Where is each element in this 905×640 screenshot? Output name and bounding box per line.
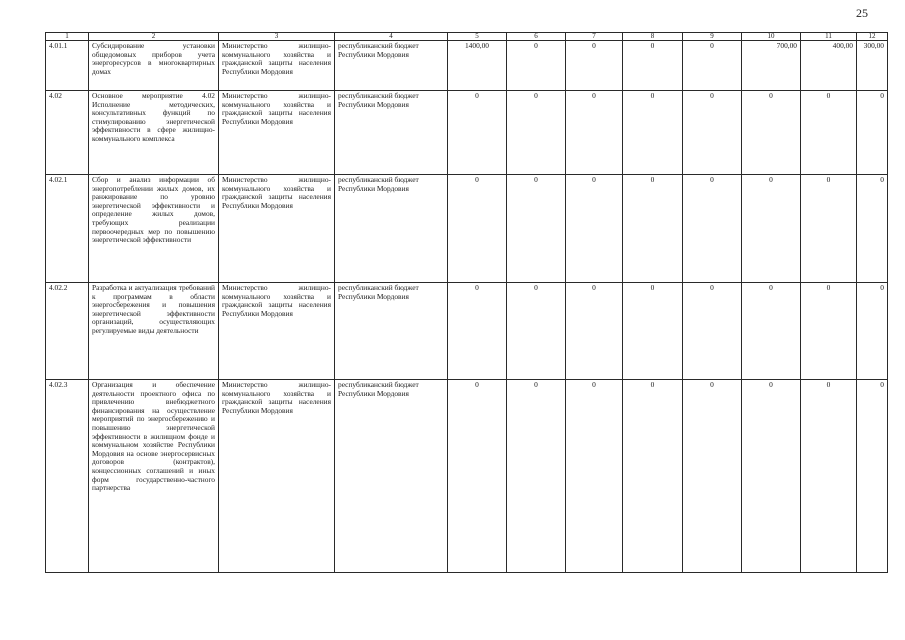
measure-number: 4.02.1 xyxy=(46,175,89,283)
amount-cell: 0 xyxy=(801,91,857,175)
amount-cell: 0 xyxy=(566,283,623,380)
amount-cell: 0 xyxy=(566,380,623,573)
amount-cell: 0 xyxy=(448,91,507,175)
amount-cell: 700,00 xyxy=(742,41,801,91)
column-number: 10 xyxy=(742,33,801,41)
amount-cell: 0 xyxy=(683,380,742,573)
amount-cell: 0 xyxy=(507,91,566,175)
amount-cell: 1400,00 xyxy=(448,41,507,91)
amount-cell: 0 xyxy=(742,380,801,573)
amount-cell: 0 xyxy=(857,283,888,380)
column-number: 5 xyxy=(448,33,507,41)
program-measures-table xyxy=(45,32,888,573)
table-row xyxy=(46,380,888,573)
amount-cell: 0 xyxy=(801,283,857,380)
amount-cell: 0 xyxy=(683,41,742,91)
table-row xyxy=(46,175,888,283)
column-number: 3 xyxy=(219,33,335,41)
funding-source: республиканский бюджет Республики Мордовия xyxy=(335,380,448,573)
amount-cell: 0 xyxy=(683,283,742,380)
measure-number: 4.02 xyxy=(46,91,89,175)
funding-source: республиканский бюджет Республики Мордовия xyxy=(335,91,448,175)
measure-name: Организация и обеспечение деятельности проектного офиса по привлечению внебюджетного финансирования на осуществление мероприятий по энергосбережению и повышению энергетической эффективности в жилищном фонде и коммунальном хозяйстве Республики Мордовия на основе энергосервисных договоров (контрактов), концессионных соглашений и иных форм государственно-частного партнерства xyxy=(89,380,219,573)
measure-number: 4.02.3 xyxy=(46,380,89,573)
column-number: 8 xyxy=(623,33,683,41)
amount-cell: 0 xyxy=(742,175,801,283)
measure-name: Разработка и актуализация требований к программам в области энергосбережения и повышения энергетической эффективности организаций, осуществляющих регулируемые виды деятельности xyxy=(89,283,219,380)
funding-source: республиканский бюджет Республики Мордовия xyxy=(335,175,448,283)
amount-cell: 0 xyxy=(683,175,742,283)
amount-cell: 0 xyxy=(857,380,888,573)
responsible-executor: Министерство жилищно-коммунального хозяйства и гражданской защиты населения Республики Мордовия xyxy=(219,283,335,380)
column-number: 6 xyxy=(507,33,566,41)
amount-cell: 0 xyxy=(448,380,507,573)
amount-cell: 0 xyxy=(623,175,683,283)
column-number: 2 xyxy=(89,33,219,41)
amount-cell: 0 xyxy=(448,175,507,283)
measure-number: 4.02.2 xyxy=(46,283,89,380)
amount-cell: 0 xyxy=(623,283,683,380)
table-row xyxy=(46,91,888,175)
responsible-executor: Министерство жилищно-коммунального хозяйства и гражданской защиты населения Республики Мордовия xyxy=(219,91,335,175)
funding-source: республиканский бюджет Республики Мордовия xyxy=(335,283,448,380)
amount-cell: 0 xyxy=(623,41,683,91)
column-number: 9 xyxy=(683,33,742,41)
table-row xyxy=(46,41,888,91)
amount-cell: 0 xyxy=(623,380,683,573)
amount-cell: 0 xyxy=(507,283,566,380)
amount-cell: 0 xyxy=(566,175,623,283)
amount-cell: 0 xyxy=(742,283,801,380)
amount-cell: 0 xyxy=(683,91,742,175)
responsible-executor: Министерство жилищно-коммунального хозяйства и гражданской защиты населения Республики Мордовия xyxy=(219,380,335,573)
column-number: 1 xyxy=(46,33,89,41)
measure-name: Субсидирование установки общедомовых приборов учета энергоресурсов в многоквартирных домах xyxy=(89,41,219,91)
amount-cell: 0 xyxy=(448,283,507,380)
amount-cell: 0 xyxy=(857,175,888,283)
amount-cell: 0 xyxy=(801,175,857,283)
amount-cell: 0 xyxy=(801,380,857,573)
column-number: 12 xyxy=(857,33,888,41)
table-row xyxy=(46,283,888,380)
measure-name: Основное мероприятие 4.02 Исполнение методических, консультативных функций по стимулированию энергетической эффективности в сфере жилищно-коммунального комплекса xyxy=(89,91,219,175)
page-number: 25 xyxy=(856,6,868,20)
amount-cell: 0 xyxy=(507,41,566,91)
column-number: 11 xyxy=(801,33,857,41)
measure-name: Сбор и анализ информации об энергопотреблении жилых домов, их ранжирование по уровню энергетической эффективности и определение жилых домов, требующих реализации первоочередных мер по повышению энергетической эффективности xyxy=(89,175,219,283)
responsible-executor: Министерство жилищно-коммунального хозяйства и гражданской защиты населения Республики Мордовия xyxy=(219,41,335,91)
amount-cell: 400,00 xyxy=(801,41,857,91)
amount-cell: 0 xyxy=(857,91,888,175)
amount-cell: 0 xyxy=(507,380,566,573)
column-number: 7 xyxy=(566,33,623,41)
amount-cell: 0 xyxy=(742,91,801,175)
measure-number: 4.01.1 xyxy=(46,41,89,91)
amount-cell: 0 xyxy=(566,91,623,175)
amount-cell: 0 xyxy=(507,175,566,283)
amount-cell: 0 xyxy=(566,41,623,91)
column-number: 4 xyxy=(335,33,448,41)
responsible-executor: Министерство жилищно-коммунального хозяйства и гражданской защиты населения Республики Мордовия xyxy=(219,175,335,283)
amount-cell: 300,00 xyxy=(857,41,888,91)
funding-source: республиканский бюджет Республики Мордовия xyxy=(335,41,448,91)
column-number-row xyxy=(46,33,888,41)
amount-cell: 0 xyxy=(623,91,683,175)
